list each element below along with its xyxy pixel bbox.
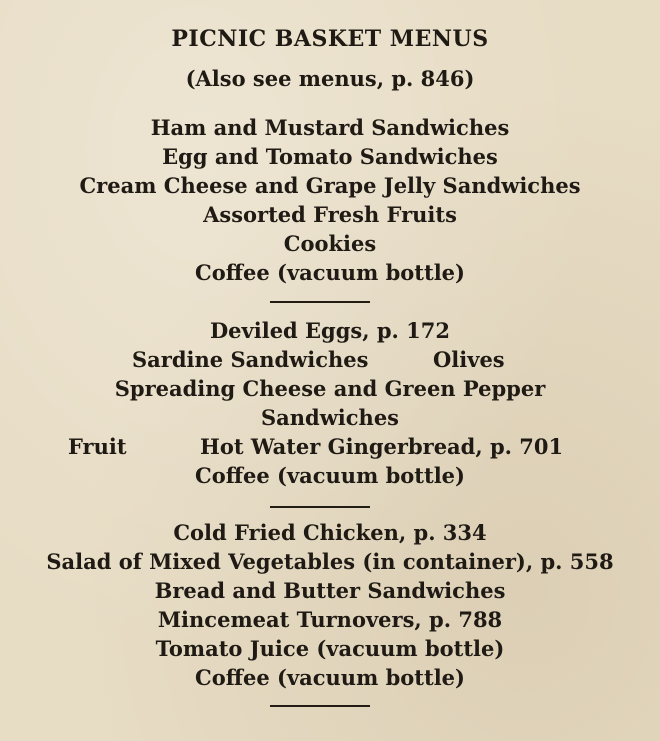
menu-item: Olives: [433, 347, 505, 372]
divider-rule: [270, 301, 370, 303]
divider-rule: [270, 705, 370, 707]
page-title: PICNIC BASKET MENUS: [171, 26, 489, 52]
menu-item: Salad of Mixed Vegetables (in container), p. 558: [46, 549, 614, 574]
menu-item: Ham and Mustard Sandwiches: [150, 115, 510, 140]
menu-item: Tomato Juice (vacuum bottle): [155, 636, 505, 661]
menu-item: Coffee (vacuum bottle): [195, 463, 465, 488]
menu-item: Fruit: [68, 434, 127, 459]
menu-item: Egg and Tomato Sandwiches: [162, 144, 498, 169]
divider-rule: [270, 506, 370, 508]
menu-item: Spreading Cheese and Green Pepper: [114, 376, 546, 401]
menu-item: Coffee (vacuum bottle): [195, 260, 465, 285]
menu-3: [0, 518, 660, 692]
menu-item: Cream Cheese and Grape Jelly Sandwiches: [79, 173, 581, 198]
menu-item-row: [0, 432, 660, 461]
menu-item: Cold Fried Chicken, p. 334: [173, 520, 487, 545]
menu-1: [0, 113, 660, 287]
page-subtitle: (Also see menus, p. 846): [185, 66, 475, 91]
menu-item: Cookies: [283, 231, 377, 256]
menu-item: Mincemeat Turnovers, p. 788: [157, 607, 503, 632]
menu-item: Hot Water Gingerbread, p. 701: [200, 434, 564, 459]
menu-item: Assorted Fresh Fruits: [203, 202, 457, 227]
menu-2: [0, 316, 660, 490]
menu-item: Bread and Butter Sandwiches: [154, 578, 506, 603]
menu-item-row: [0, 345, 660, 374]
menu-item: Sardine Sandwiches: [132, 347, 369, 372]
menu-item: Coffee (vacuum bottle): [195, 665, 465, 690]
menu-item: Deviled Eggs, p. 172: [209, 318, 451, 343]
menu-item: Sandwiches: [260, 405, 400, 430]
